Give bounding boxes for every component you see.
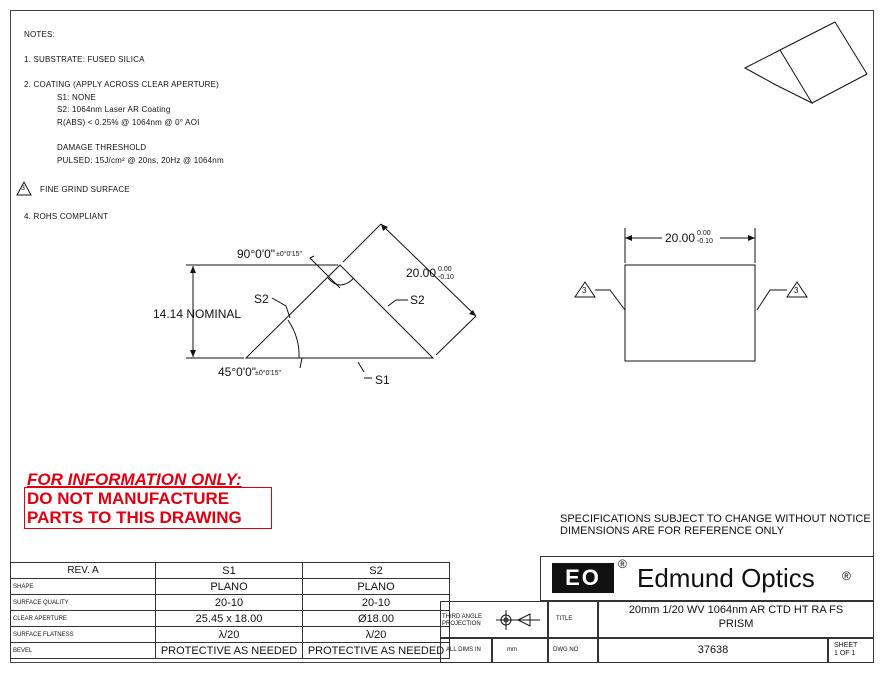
cell-s1: PLANO bbox=[156, 579, 303, 595]
note-2-s2: S2: 1064nm Laser AR Coating bbox=[57, 105, 171, 114]
note-2-damage-header: DAMAGE THRESHOLD bbox=[57, 143, 147, 152]
angle-top-tolerance: ±0°0'15" bbox=[276, 251, 303, 258]
cell-s2: 20-10 bbox=[303, 595, 450, 611]
cell-s1: 20-10 bbox=[156, 595, 303, 611]
sheet-value: 1 OF 1 bbox=[834, 650, 856, 657]
table-row bbox=[11, 611, 450, 627]
cell-s2: PLANO bbox=[303, 579, 450, 595]
dwg-value: 37638 bbox=[697, 644, 729, 656]
cell-s1: PROTECTIVE AS NEEDED bbox=[156, 643, 303, 659]
width-dimension: 20.00 bbox=[665, 231, 696, 245]
s2-right-label: S2 bbox=[410, 293, 425, 307]
row-label: SURFACE FLATNESS bbox=[11, 627, 156, 643]
cell-s2: PROTECTIVE AS NEEDED bbox=[303, 643, 450, 659]
note-2: 2. COATING (APPLY ACROSS CLEAR APERTURE) bbox=[24, 80, 220, 89]
table-row bbox=[11, 643, 450, 659]
callout-right-number: 3 bbox=[794, 286, 799, 295]
warning-line-2: DO NOT MANUFACTURE bbox=[27, 489, 230, 508]
hypotenuse-tol-plus: 0.00 bbox=[438, 266, 452, 273]
note-3: FINE GRIND SURFACE bbox=[40, 185, 130, 194]
notes-header: NOTES: bbox=[24, 30, 55, 39]
note-2-damage-value: PULSED: 15J/cm² @ 20ns, 20Hz @ 1064nm bbox=[57, 156, 224, 165]
company-registered: ® bbox=[842, 569, 851, 583]
angle-bottom-value: 45°0'0" bbox=[218, 365, 257, 379]
hypotenuse-tol-minus: -0.10 bbox=[438, 274, 454, 281]
units-value: mm bbox=[507, 647, 517, 653]
isometric-prism-icon bbox=[745, 22, 867, 103]
title-label: TITLE bbox=[556, 616, 573, 622]
units-value-cell bbox=[492, 638, 548, 663]
note-2-reflectance: R(ABS) < 0.25% @ 1064nm @ 0° AOI bbox=[57, 118, 200, 127]
sheet-label: SHEET bbox=[834, 642, 858, 649]
note-3-number: 3 bbox=[21, 185, 25, 192]
logo-registered: ® bbox=[618, 557, 627, 571]
note-4: 4. ROHS COMPLIANT bbox=[24, 212, 109, 221]
company-name: Edmund Optics bbox=[637, 563, 815, 593]
s2-left-label: S2 bbox=[254, 292, 269, 306]
spec-table bbox=[10, 562, 450, 659]
table-row bbox=[11, 579, 450, 595]
prism-side-view bbox=[575, 228, 807, 361]
angle-bottom-tolerance: ±0°0'15" bbox=[255, 370, 282, 377]
row-label: SURFACE QUALITY bbox=[11, 595, 156, 611]
revision: REV. A bbox=[11, 563, 156, 579]
cell-s1: λ/20 bbox=[156, 627, 303, 643]
callout-left-number: 3 bbox=[582, 286, 587, 295]
company-logo: EO bbox=[552, 563, 614, 593]
table-row bbox=[11, 627, 450, 643]
col-s2: S2 bbox=[303, 563, 450, 579]
row-label: BEVEL bbox=[11, 643, 156, 659]
width-tol-plus: 0.00 bbox=[697, 230, 711, 237]
spec-table-header bbox=[11, 563, 450, 579]
row-label: SHAPE bbox=[11, 579, 156, 595]
title-value: 20mm 1/20 WV 1064nm AR CTD HT RA FS PRISM bbox=[628, 604, 844, 630]
col-s1: S1 bbox=[156, 563, 303, 579]
height-dimension: 14.14 NOMINAL bbox=[153, 307, 242, 321]
width-tol-minus: -0.10 bbox=[697, 238, 713, 245]
row-label: CLEAR APERTURE bbox=[11, 611, 156, 627]
prism-front-view bbox=[186, 224, 476, 378]
units-label: ALL DIMS IN bbox=[446, 647, 481, 653]
cell-s2: Ø18.00 bbox=[303, 611, 450, 627]
angle-top-value: 90°0'0" bbox=[237, 247, 276, 261]
warning-line-3: PARTS TO THIS DRAWING bbox=[27, 508, 242, 527]
warning-line-1: FOR INFORMATION ONLY: bbox=[27, 470, 242, 489]
note-1: 1. SUBSTRATE: FUSED SILICA bbox=[24, 55, 145, 64]
table-row bbox=[11, 595, 450, 611]
warning-text bbox=[27, 470, 267, 527]
spec-notice-1: SPECIFICATIONS SUBJECT TO CHANGE WITHOUT NOTICE bbox=[560, 513, 871, 525]
s1-label: S1 bbox=[375, 373, 390, 387]
cell-s2: λ/20 bbox=[303, 627, 450, 643]
hypotenuse-dimension: 20.00 bbox=[406, 266, 437, 280]
dwg-label: DWG NO bbox=[553, 647, 579, 653]
note-2-s1: S1: NONE bbox=[57, 93, 96, 102]
spec-notice-2: DIMENSIONS ARE FOR REFERENCE ONLY bbox=[560, 525, 785, 537]
cell-s1: 25.45 x 18.00 bbox=[156, 611, 303, 627]
projection-label: THIRD ANGLE PROJECTION bbox=[442, 614, 483, 627]
